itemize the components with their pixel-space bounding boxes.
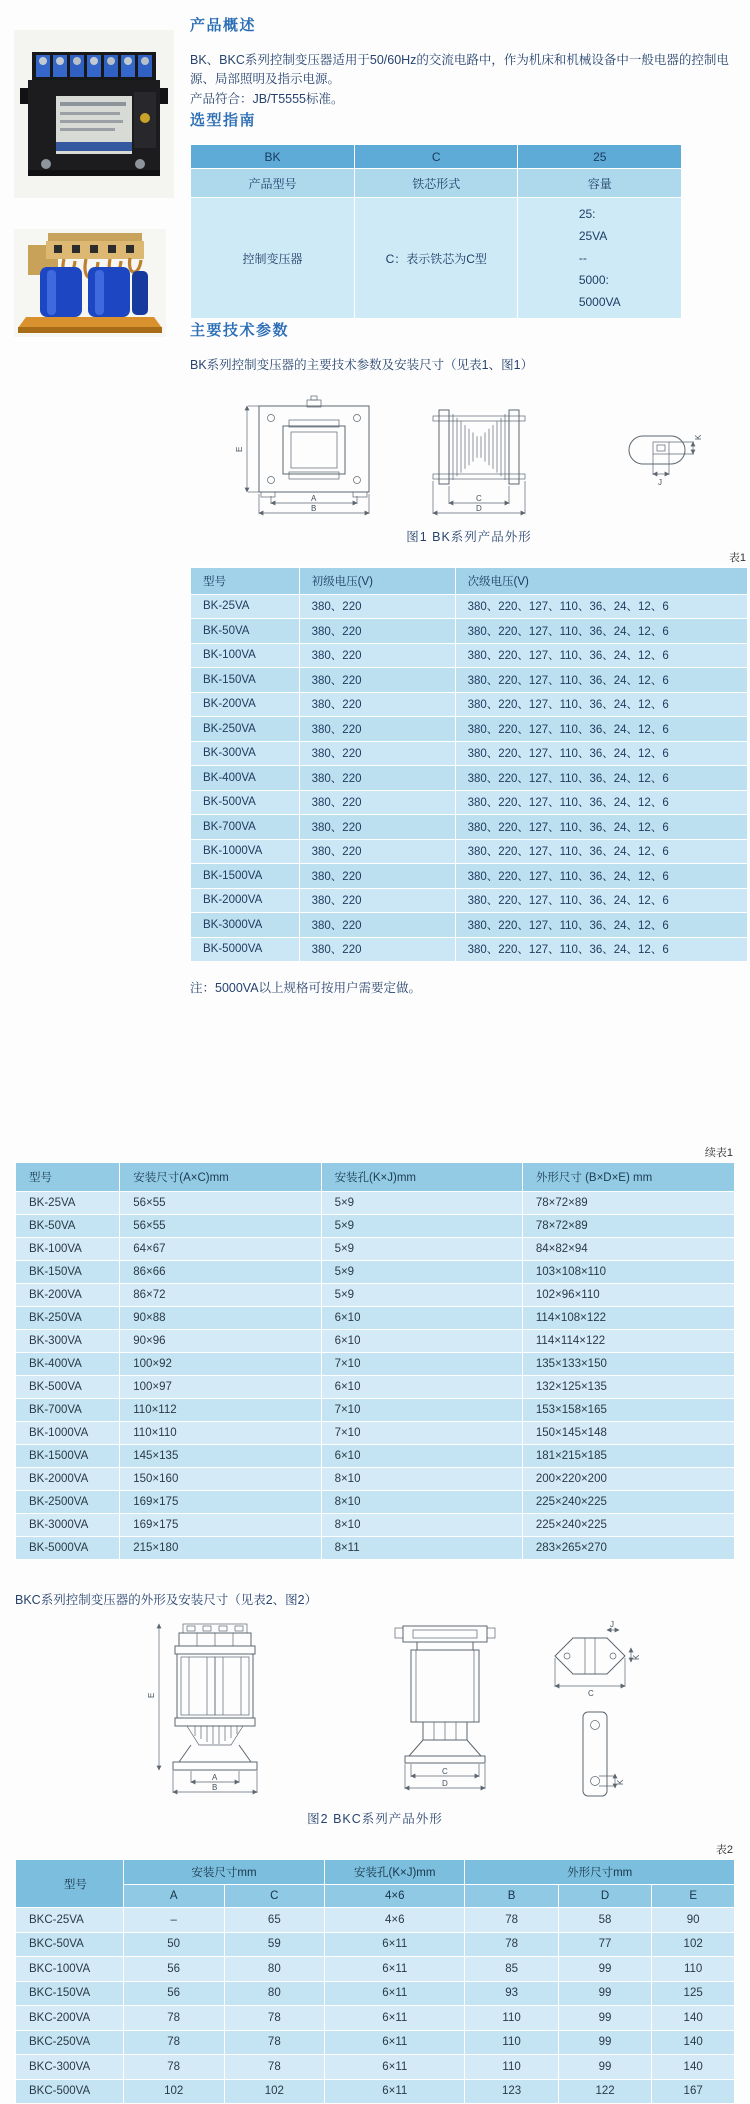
value-cell: 5×9 [321,1284,522,1307]
cont-table-header-row [16,1163,735,1192]
value-cell: 80 [224,1981,325,2006]
model-cell: BK-1500VA [16,1445,120,1468]
value-cell: 56×55 [120,1192,321,1215]
table-row [16,1932,735,1957]
value-cell: 215×180 [120,1537,321,1560]
capacity-line: 25VA [578,229,608,244]
model-cell: BKC-300VA [16,2055,124,2080]
subheader-cell: B [465,1885,558,1908]
value-cell: 132×125×135 [522,1376,734,1399]
value-cell: 380、220 [299,594,455,619]
top-section [0,0,750,996]
model-cell: BK-100VA [191,643,300,668]
bkc-transformer-photo [14,229,182,342]
value-cell: 200×220×200 [522,1468,734,1491]
header-cell: 外形尺寸 (B×D×E) mm [522,1163,734,1192]
table-row [16,1376,735,1399]
value-cell: 78 [224,2030,325,2055]
value-cell: 6×11 [325,1957,465,1982]
value-cell: 58 [558,1908,651,1933]
dim-label-k: K [694,434,703,440]
value-cell: 380、220 [299,717,455,742]
model-cell: BKC-250VA [16,2030,124,2055]
model-cell: BK-700VA [16,1399,120,1422]
value-cell: 380、220 [299,668,455,693]
table-row [16,1238,735,1261]
value-cell: 380、220 [299,864,455,889]
value-cell: 99 [558,2006,651,2031]
wide-section [0,1144,750,2104]
value-cell: 5×9 [321,1192,522,1215]
code-cell: C [354,145,518,169]
table1-body [191,594,748,962]
table-row [16,2079,735,2104]
dim-label-e: E [147,1692,156,1698]
model-cell: BK-25VA [191,594,300,619]
value-cell: 380、220、127、110、36、24、12、6 [455,594,747,619]
model-cell: BK-5000VA [191,937,300,962]
value-cell: 140 [652,2006,735,2031]
label-cell: 铁芯形式 [354,169,518,198]
selection-detail-row [191,198,682,319]
value-cell: 380、220 [299,937,455,962]
header-cell: 次级电压(V) [455,567,747,594]
content-column [190,14,750,996]
model-cell: BK-400VA [16,1353,120,1376]
value-cell: – [123,1908,224,1933]
value-cell: 78 [123,2006,224,2031]
value-cell: 380、220、127、110、36、24、12、6 [455,766,747,791]
value-cell: 6×10 [321,1445,522,1468]
dim-label-d: D [442,1779,448,1788]
model-cell: BK-500VA [16,1376,120,1399]
table-row [16,1307,735,1330]
value-cell: 59 [224,1932,325,1957]
value-cell: 6×11 [325,2006,465,2031]
continuation-table [15,1162,735,1560]
value-cell: 99 [558,1981,651,2006]
model-cell: BK-250VA [16,1307,120,1330]
product-photos [12,14,190,996]
model-cell: BK-300VA [191,741,300,766]
value-cell: 167 [652,2079,735,2104]
value-cell: 6×10 [321,1376,522,1399]
table-row [191,692,748,717]
table1-header-row [191,567,748,594]
value-cell: 380、220 [299,815,455,840]
value-cell: 7×10 [321,1399,522,1422]
value-cell: 380、220、127、110、36、24、12、6 [455,643,747,668]
table-row [191,594,748,619]
value-cell: 110 [465,2055,558,2080]
overview-body: BK、BKC系列控制变压器适用于50/60Hz的交流电路中，作为机床和机械设备中一般电器的控制电源、局部照明及指示电源。 [190,53,729,87]
table-row [191,717,748,742]
model-cell: BK-250VA [191,717,300,742]
dim-label-j: J [658,477,662,487]
table-row [191,937,748,962]
table-row [16,1215,735,1238]
capacity-line: -- [578,251,587,266]
model-cell: BK-150VA [191,668,300,693]
table-row [16,1957,735,1982]
value-cell: 78 [465,1932,558,1957]
value-cell: 78 [123,2055,224,2080]
value-cell: 150×145×148 [522,1422,734,1445]
value-cell: 110×110 [120,1422,321,1445]
value-cell: 7×10 [321,1353,522,1376]
value-cell: 380、220 [299,741,455,766]
model-cell: BK-500VA [191,790,300,815]
value-cell: 6×11 [325,2079,465,2104]
value-cell: 6×11 [325,2030,465,2055]
value-cell: 380、220、127、110、36、24、12、6 [455,619,747,644]
value-cell: 140 [652,2030,735,2055]
model-cell: BK-100VA [16,1238,120,1261]
value-cell: 380、220、127、110、36、24、12、6 [455,839,747,864]
value-cell: 181×215×185 [522,1445,734,1468]
bkc-transformer-image [14,229,166,337]
table-row [191,766,748,791]
table-row [16,1353,735,1376]
value-cell: 8×10 [321,1514,522,1537]
value-cell: 123 [465,2079,558,2104]
model-cell: BK-200VA [191,692,300,717]
dim-label-b: B [311,503,317,513]
model-cell: BK-25VA [16,1192,120,1215]
table-row [16,1284,735,1307]
header-cell: 安装尺寸mm [123,1860,324,1885]
table1 [190,567,748,963]
subheader-cell: 4×6 [325,1885,465,1908]
value-cell: 4×6 [325,1908,465,1933]
table-row [191,790,748,815]
value-cell: 380、220、127、110、36、24、12、6 [455,790,747,815]
table-row [191,888,748,913]
value-cell: 56 [123,1981,224,2006]
header-cell: 型号 [191,567,300,594]
header-cell: 安装孔(K×J)mm [321,1163,522,1192]
figure2 [15,1620,735,1827]
value-cell: 145×135 [120,1445,321,1468]
value-cell: 380、220、127、110、36、24、12、6 [455,864,747,889]
value-cell: 150×160 [120,1468,321,1491]
value-cell: 5×9 [321,1238,522,1261]
overview-standard: 产品符合：JB/T5555标准。 [190,91,344,106]
table1-label: 表1 [728,551,746,564]
code-cell: BK [191,145,355,169]
selection-table [190,144,682,319]
label-cell: 产品型号 [191,169,355,198]
table-row [16,1514,735,1537]
value-cell: 102 [652,1932,735,1957]
value-cell: 78 [465,1908,558,1933]
figure2-caption: 图2 BKC系列产品外形 [307,1812,443,1826]
value-cell: 380、220、127、110、36、24、12、6 [455,937,747,962]
header-cell: 型号 [16,1163,120,1192]
value-cell: 380、220 [299,692,455,717]
value-cell: 102 [224,2079,325,2104]
bk-transformer-photo [14,30,182,203]
value-cell: 90 [652,1908,735,1933]
value-cell: 380、220、127、110、36、24、12、6 [455,913,747,938]
value-cell: 5×9 [321,1261,522,1284]
header-cell: 外形尺寸mm [465,1860,735,1885]
model-cell: BK-50VA [191,619,300,644]
value-cell: 78×72×89 [522,1192,734,1215]
model-cell: BK-5000VA [16,1537,120,1560]
table-row [16,1261,735,1284]
dim-label-a: A [311,493,317,503]
table-row [16,2030,735,2055]
model-cell: BK-2500VA [16,1491,120,1514]
value-cell: 85 [465,1957,558,1982]
model-cell: BK-200VA [16,1284,120,1307]
value-cell: 100×92 [120,1353,321,1376]
header-cell: 型号 [16,1860,124,1908]
value-cell: 225×240×225 [522,1491,734,1514]
value-cell: 110 [465,2030,558,2055]
model-cell: BKC-500VA [16,2079,124,2104]
model-cell: BK-50VA [16,1215,120,1238]
subheader-cell: D [558,1885,651,1908]
tech-heading: 主要技术参数 [190,322,290,340]
subheader-cell: E [652,1885,735,1908]
table-row [16,1908,735,1933]
dim-label-j: J [610,1620,614,1629]
dim-label-c2: C [588,1689,594,1698]
table-row [16,2006,735,2031]
product-name-cell: 控制变压器 [191,198,355,319]
value-cell: 380、220 [299,619,455,644]
value-cell: 78 [224,2055,325,2080]
core-desc-cell: C：表示铁芯为C型 [354,198,518,319]
dim-label-d: D [476,503,482,513]
value-cell: 102 [123,2079,224,2104]
value-cell: 140 [652,2055,735,2080]
value-cell: 56×55 [120,1215,321,1238]
figure2-drawing [95,1620,655,1800]
label-cell: 容量 [518,169,682,198]
value-cell: 110 [465,2006,558,2031]
value-cell: 77 [558,1932,651,1957]
table-row [191,913,748,938]
figure1-caption: 图1 BK系列产品外形 [406,529,532,544]
value-cell: 6×11 [325,1932,465,1957]
value-cell: 380、220、127、110、36、24、12、6 [455,692,747,717]
model-cell: BK-150VA [16,1261,120,1284]
value-cell: 380、220 [299,766,455,791]
value-cell: 122 [558,2079,651,2104]
value-cell: 100×97 [120,1376,321,1399]
value-cell: 283×265×270 [522,1537,734,1560]
model-cell: BK-400VA [191,766,300,791]
value-cell: 380、220 [299,643,455,668]
value-cell: 380、220 [299,888,455,913]
value-cell: 78 [224,2006,325,2031]
table2-label: 表2 [715,1844,733,1856]
model-cell: BK-300VA [16,1330,120,1353]
dim-label-c: C [442,1767,448,1776]
value-cell: 6×11 [325,2055,465,2080]
value-cell: 90×96 [120,1330,321,1353]
value-cell: 93 [465,1981,558,2006]
table2 [15,1859,735,2104]
value-cell: 114×114×122 [522,1330,734,1353]
table-row [191,864,748,889]
table-row [191,741,748,766]
header-cell: 安装孔(K×J)mm [325,1860,465,1885]
value-cell: 8×10 [321,1468,522,1491]
model-cell: BK-1500VA [191,864,300,889]
value-cell: 380、220 [299,913,455,938]
dim-label-k2: K [616,1779,625,1785]
value-cell: 380、220、127、110、36、24、12、6 [455,888,747,913]
model-cell: BK-1000VA [191,839,300,864]
value-cell: 78 [123,2030,224,2055]
value-cell: 225×240×225 [522,1514,734,1537]
value-cell: 80 [224,1957,325,1982]
overview-heading: 产品概述 [190,17,257,34]
model-cell: BKC-100VA [16,1957,124,1982]
code-cell: 25 [518,145,682,169]
value-cell: 169×175 [120,1491,321,1514]
value-cell: 99 [558,2055,651,2080]
header-cell: 初级电压(V) [299,567,455,594]
value-cell: 8×11 [321,1537,522,1560]
subheader-cell: C [224,1885,325,1908]
value-cell: 65 [224,1908,325,1933]
value-cell: 102×96×110 [522,1284,734,1307]
table-row [191,643,748,668]
model-cell: BK-3000VA [16,1514,120,1537]
capacity-lines [579,203,621,313]
capacity-line: 5000VA [578,295,621,310]
value-cell: 99 [558,1957,651,1982]
value-cell: 114×108×122 [522,1307,734,1330]
model-cell: BKC-25VA [16,1908,124,1933]
value-cell: 110 [652,1957,735,1982]
table2-header-row2 [16,1885,735,1908]
capacity-cell [518,198,682,319]
value-cell: 169×175 [120,1514,321,1537]
model-cell: BK-2000VA [16,1468,120,1491]
selection-heading: 选型指南 [190,112,257,130]
table-row [191,815,748,840]
value-cell: 56 [123,1957,224,1982]
table2-body [16,1908,735,2104]
value-cell: 78×72×89 [522,1215,734,1238]
model-cell: BK-3000VA [191,913,300,938]
value-cell: 380、220 [299,839,455,864]
value-cell: 5×9 [321,1215,522,1238]
subheader-cell: A [123,1885,224,1908]
value-cell: 153×158×165 [522,1399,734,1422]
table1-note: 注：5000VA以上规格可按用户需要定做。 [190,981,422,995]
value-cell: 110×112 [120,1399,321,1422]
value-cell: 380、220、127、110、36、24、12、6 [455,815,747,840]
value-cell: 7×10 [321,1422,522,1445]
table-row [191,668,748,693]
value-cell: 64×67 [120,1238,321,1261]
table-row [16,1330,735,1353]
model-cell: BKC-150VA [16,1981,124,2006]
table-row [16,1491,735,1514]
bk-transformer-image [14,30,174,198]
value-cell: 50 [123,1932,224,1957]
table-row [16,1537,735,1560]
value-cell: 90×88 [120,1307,321,1330]
value-cell: 380、220 [299,790,455,815]
value-cell: 8×10 [321,1491,522,1514]
figure1 [190,388,748,545]
table-row [16,1445,735,1468]
dim-label-a: A [212,1773,218,1782]
value-cell: 86×66 [120,1261,321,1284]
table2-header-row1 [16,1860,735,1885]
value-cell: 125 [652,1981,735,2006]
value-cell: 99 [558,2030,651,2055]
table-row [16,2055,735,2080]
dim-label-b: B [212,1783,218,1792]
table-row [16,1399,735,1422]
dim-label-e: E [235,446,244,452]
capacity-line: 5000: [578,273,609,288]
tech-intro: BK系列控制变压器的主要技术参数及安装尺寸（见表1、图1） [190,358,534,373]
model-cell: BK-1000VA [16,1422,120,1445]
value-cell: 380、220、127、110、36、24、12、6 [455,668,747,693]
table-row [16,1192,735,1215]
table-row [191,619,748,644]
value-cell: 6×11 [325,1981,465,2006]
dim-label-k: K [632,1654,641,1660]
table-row [16,1468,735,1491]
table-row [16,1422,735,1445]
model-cell: BK-2000VA [191,888,300,913]
dim-label-c: C [476,493,482,503]
model-cell: BKC-200VA [16,2006,124,2031]
bkc-intro: BKC系列控制变压器的外形及安装尺寸（见表2、图2） [15,1593,318,1607]
table-row [191,839,748,864]
model-cell: BKC-50VA [16,1932,124,1957]
value-cell: 84×82×94 [522,1238,734,1261]
figure1-drawing [199,388,739,518]
table-row [16,1981,735,2006]
header-cell: 安装尺寸(A×C)mm [120,1163,321,1192]
value-cell: 380、220、127、110、36、24、12、6 [455,741,747,766]
selection-label-row [191,169,682,198]
value-cell: 86×72 [120,1284,321,1307]
cont-table-body [16,1192,735,1560]
capacity-line: 25: [578,207,596,222]
value-cell: 103×108×110 [522,1261,734,1284]
value-cell: 380、220、127、110、36、24、12、6 [455,717,747,742]
model-cell: BK-700VA [191,815,300,840]
selection-code-row [191,145,682,169]
value-cell: 6×10 [321,1307,522,1330]
value-cell: 6×10 [321,1330,522,1353]
value-cell: 135×133×150 [522,1353,734,1376]
cont-table-label: 续表1 [704,1147,733,1159]
